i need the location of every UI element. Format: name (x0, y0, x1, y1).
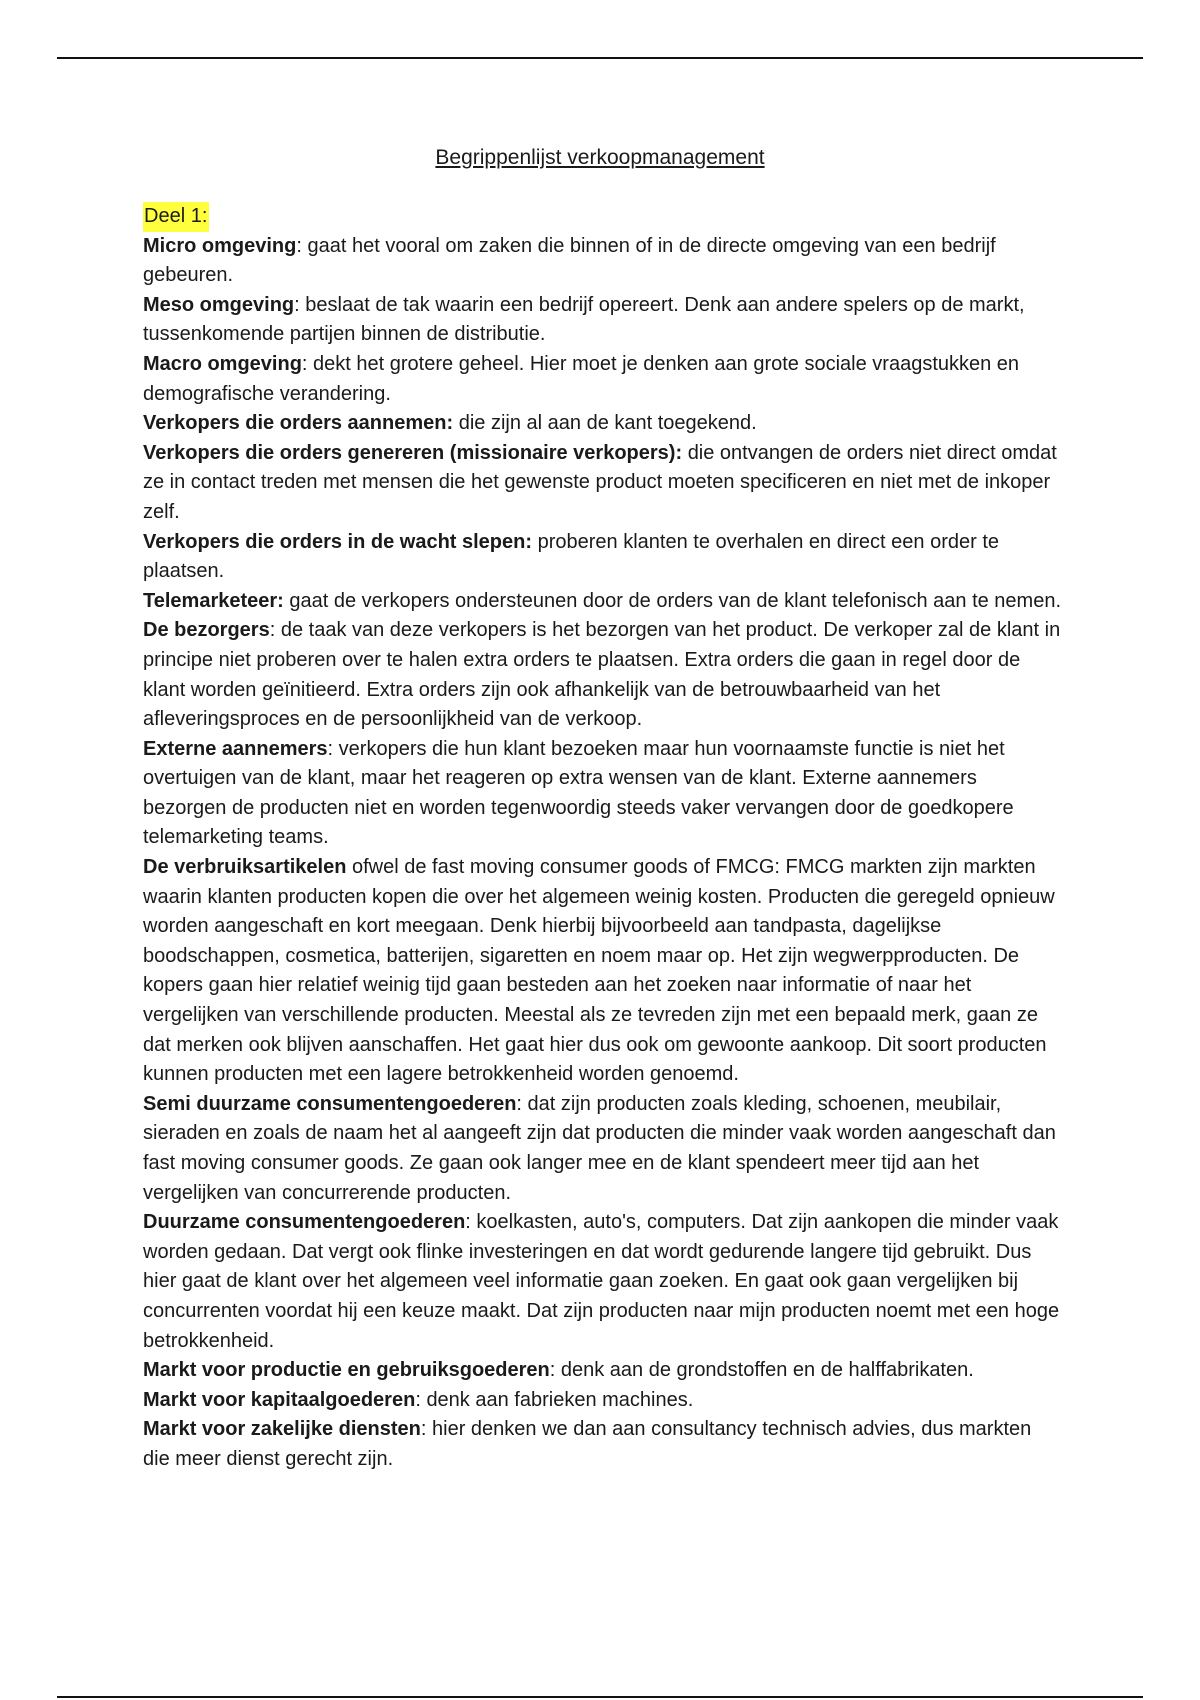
entry-separator: : (516, 1092, 528, 1115)
glossary-entry (143, 1090, 1063, 1208)
entry-definition: proberen klanten te overhalen en direct een order te plaatsen. (143, 530, 1000, 583)
entry-term: Semi duurzame consumentengoederen (143, 1092, 517, 1115)
entry-definition: denk aan fabrieken machines. (426, 1388, 694, 1411)
entry-list (143, 232, 1063, 1475)
glossary-entry (143, 232, 1063, 291)
entry-definition: beslaat de tak waarin een bedrijf opereert. Denk aan andere spelers op de markt, tussenkomende partijen binnen de distributie. (143, 293, 1025, 346)
entry-separator: : (296, 234, 308, 257)
entry-term: Markt voor productie en gebruiksgoederen (143, 1359, 550, 1382)
entry-definition: hier denken we dan aan consultancy technisch advies, dus markten die meer dienst gerecht zijn. (143, 1418, 1032, 1470)
glossary-entry (143, 1356, 1063, 1386)
entry-definition: die zijn al aan de kant toegekend. (458, 412, 757, 435)
entry-term: Duurzame consumentengoederen (143, 1211, 466, 1234)
entry-definition: verkopers die hun klant bezoeken maar hun voornaamste functie is niet het overtuigen van de klant, maar het reageren op extra wensen van de klant. Externe aannemers bezorgen de producten niet en worden tegenwoordig steeds vaker vervangen door de goedkopere telemarketing teams. (143, 737, 1014, 849)
section-label: Deel 1: (143, 202, 209, 232)
glossary-entry (143, 1386, 1063, 1416)
entry-definition: die ontvangen de orders niet direct omdat ze in contact treden met mensen die het gewenste product moeten specificeren en niet met de inkoper zelf. (143, 441, 1057, 523)
glossary-entry (143, 587, 1063, 617)
entry-definition: ofwel de fast moving consumer goods of FMCG: FMCG markten zijn markten waarin klanten producten kopen die over het algemeen weinig kosten. Producten die geregeld opnieuw worden aangeschaft en kort meegaan. Denk hierbij bijvoorbeeld aan tandpasta, dagelijkse boodschappen, cosmetica, batterijen, sigaretten en noem maar op. Het zijn wegwerpproducten. De kopers gaan hier relatief weinig tijd gaan besteden aan het zoeken naar informatie of naar het vergelijken van verschillende producten. Meestal als ze tevreden zijn met een bepaald merk, gaan ze dat merken ook blijven aanschaffen. Het gaat hier dus ook om gewoonte aankoop. Dit soort producten kunnen producten met een lagere betrokkenheid worden genoemd. (143, 856, 1055, 1086)
document-body (143, 202, 1063, 1475)
entry-term: Externe aannemers (143, 737, 328, 760)
entry-definition: dat zijn producten zoals kleding, schoenen, meubilair, sieraden en zoals de naam het al aangeeft zijn dat producten die minder vaak worden aangeschaft dan fast moving consumer goods. Ze gaan ook langer mee en de klant spendeert meer tijd aan het vergelijken van concurrerende producten. (143, 1092, 1056, 1204)
entry-definition: gaat het vooral om zaken die binnen of in de directe omgeving van een bedrijf gebeuren. (143, 234, 996, 287)
footer-rule (57, 1696, 1143, 1698)
entry-definition: dekt het grotere geheel. Hier moet je denken aan grote sociale vraagstukken en demografische verandering. (143, 352, 1020, 405)
glossary-entry (143, 1415, 1063, 1474)
entry-separator: : (415, 1388, 427, 1411)
entry-definition: de taak van deze verkopers is het bezorgen van het product. De verkoper zal de klant in principe niet proberen over te halen extra orders te plaatsen. Extra orders die gaan in regel door de klant worden geïnitieerd. Extra orders zijn ook afhankelijk van de betrouwbaarheid van het afleveringsproces en de persoonlijkheid van de verkoop. (143, 619, 1061, 731)
header-rule (57, 57, 1143, 59)
entry-separator: : (465, 1211, 477, 1234)
entry-term: Markt voor kapitaalgoederen (143, 1388, 416, 1411)
entry-separator: : (301, 352, 314, 375)
glossary-entry (143, 1208, 1063, 1356)
entry-term: Macro omgeving (143, 352, 302, 375)
glossary-entry (143, 528, 1063, 587)
glossary-entry (143, 616, 1063, 734)
entry-definition: gaat de verkopers ondersteunen door de orders van de klant telefonisch aan te nemen. (289, 589, 1062, 612)
glossary-entry (143, 350, 1063, 409)
document-title: Begrippenlijst verkoopmanagement (435, 146, 765, 169)
entry-separator: : (294, 293, 306, 316)
entry-separator: : (420, 1418, 433, 1441)
section-label-row (143, 202, 1063, 232)
entry-definition: koelkasten, auto's, computers. Dat zijn aankopen die minder vaak worden gedaan. Dat vergt ook flinke investeringen en dat wordt gedurende langere tijd gebruikt. Dus hier gaat de klant over het algemeen veel informatie gaan zoeken. En gaat ook gaan vergelijken bij concurrenten voordat hij een keuze maakt. Dat zijn producten naar mijn producten noemt met een hoge betrokkenheid. (143, 1211, 1060, 1352)
entry-term: Verkopers die orders aannemen: (143, 412, 454, 435)
entry-term: Markt voor zakelijke diensten (143, 1418, 421, 1441)
glossary-entry (143, 291, 1063, 350)
entry-definition: denk aan de grondstoffen en de halffabrikaten. (560, 1359, 974, 1382)
glossary-entry (143, 735, 1063, 853)
entry-separator: : (327, 737, 339, 760)
entry-term: Meso omgeving (143, 293, 295, 316)
entry-term: De bezorgers (143, 619, 270, 642)
glossary-entry (143, 409, 1063, 439)
entry-term: Verkopers die orders in de wacht slepen: (143, 530, 533, 553)
glossary-entry (143, 439, 1063, 528)
glossary-entry (143, 853, 1063, 1090)
entry-term: Verkopers die orders genereren (missionaire verkopers): (143, 441, 683, 464)
entry-term: Micro omgeving (143, 234, 297, 257)
entry-term: De verbruiksartikelen (143, 856, 347, 879)
entry-separator: : (269, 619, 281, 642)
entry-term: Telemarketeer: (143, 589, 284, 612)
entry-separator: : (549, 1359, 561, 1382)
